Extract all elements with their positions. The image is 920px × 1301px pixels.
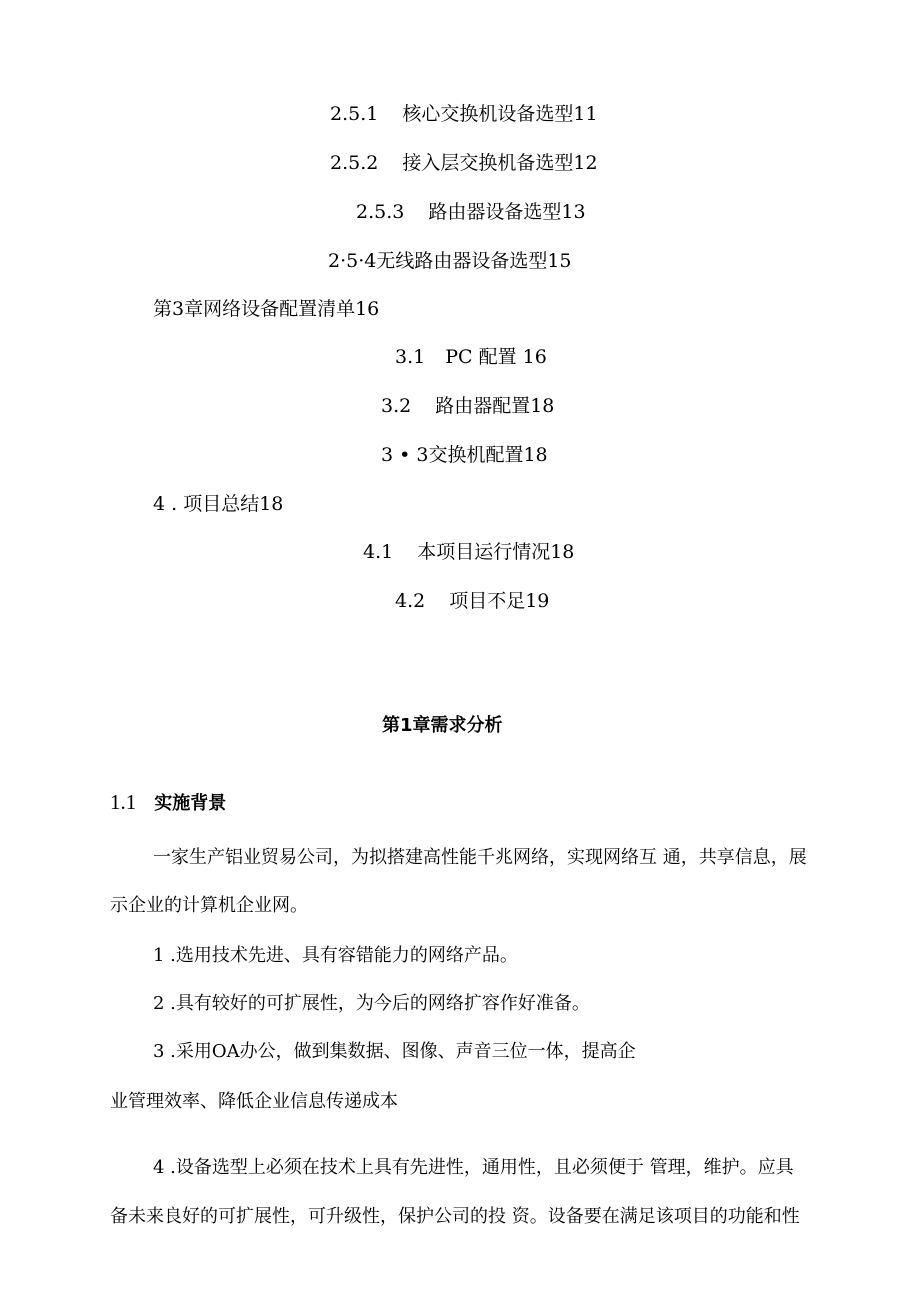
toc-number: 4.1: [363, 541, 394, 563]
toc-number: 3.1: [395, 346, 426, 368]
list-item: 1 .选用技术先进、具有容错能力的网络产品。: [153, 945, 518, 966]
toc-item-3-1: [395, 345, 547, 369]
list-item-continuation: 业管理效率、降低企业信息传递成本: [110, 1091, 398, 1112]
toc-item-2-5-3: [356, 200, 586, 224]
toc-item-chapter-4: [153, 492, 283, 516]
section-number: 1.1: [110, 790, 137, 814]
toc-item-4-2: [395, 589, 549, 613]
chapter-title: 第1章需求分析: [382, 715, 503, 736]
body-paragraph-line: 一家生产铝业贸易公司，为拟搭建高性能千兆网络，实现网络互 通，共享信息，展: [153, 847, 807, 868]
toc-item-2-5-1: [330, 102, 598, 126]
toc-number: 3.2: [381, 395, 412, 417]
list-item-continuation: 备未来良好的可扩展性，可升级性，保护公司的投 资。设备要在满足该项目的功能和性: [110, 1206, 800, 1227]
toc-text: 3 • 3交换机配置18: [381, 444, 548, 466]
list-item: 2 .具有较好的可扩展性，为今后的网络扩容作好准备。: [153, 993, 590, 1014]
toc-number: 2.5.3: [356, 201, 405, 223]
toc-text: 2·5·4无线路由器设备选型15: [328, 250, 572, 272]
toc-item-3-2: [381, 394, 554, 418]
toc-text: 路由器设备选型13: [428, 201, 586, 223]
toc-text: 核心交换机设备选型11: [402, 103, 598, 125]
toc-text: 接入层交换机备选型12: [402, 152, 598, 174]
toc-text: 第3章网络设备配置清单16: [153, 298, 380, 320]
toc-text: 4 . 项目总结18: [153, 493, 284, 515]
toc-number: 2.5.1: [330, 103, 379, 125]
toc-text: PC 配置 16: [445, 346, 547, 368]
list-item: 3 .采用OA办公，做到集数据、图像、声音三位一体，提高企: [153, 1041, 636, 1062]
toc-item-2-5-2: [330, 151, 598, 175]
toc-text: 本项目运行情况18: [417, 541, 575, 563]
toc-item-2-5-4: [328, 249, 572, 273]
toc-text: 路由器配置18: [435, 395, 555, 417]
list-item: 4 .设备选型上必须在技术上具有先进性，通用性，且必须便于 管理，维护。应具: [153, 1157, 794, 1178]
section-heading: [110, 790, 226, 816]
toc-item-chapter-3: [153, 297, 379, 321]
toc-text: 项目不足19: [449, 590, 550, 612]
toc-number: 2.5.2: [330, 152, 379, 174]
toc-item-4-1: [363, 540, 574, 564]
toc-number: 4.2: [395, 590, 426, 612]
body-paragraph-line: 示企业的计算机企业网。: [110, 895, 308, 916]
section-title: 实施背景: [154, 793, 227, 814]
toc-item-3-3: [381, 443, 548, 467]
